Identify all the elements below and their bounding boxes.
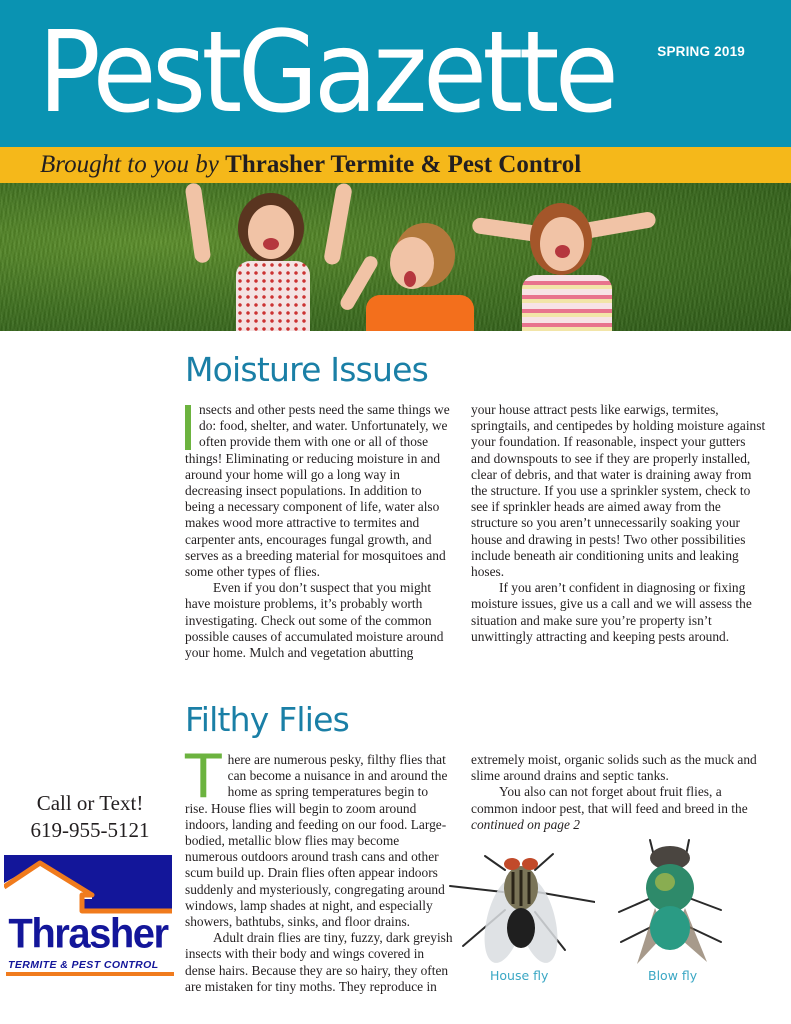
newsletter-title: PestGazette xyxy=(38,8,615,138)
issue-label: SPRING 2019 xyxy=(657,44,745,59)
dropcap-letter: T xyxy=(185,742,222,812)
byline-intro: Brought to you by xyxy=(40,151,219,178)
dropcap-bar xyxy=(185,405,191,450)
house-roof-icon xyxy=(4,855,172,915)
article-title-moisture: Moisture Issues xyxy=(185,350,429,389)
byline xyxy=(40,150,581,180)
house-fly-image xyxy=(445,840,595,965)
phone-number[interactable]: 619-955-5121 xyxy=(30,818,150,842)
byline-company: Thrasher Termite & Pest Control xyxy=(225,151,582,178)
paragraph: here are numerous pesky, filthy flies that can become a nuisance in and around the home as spring temperatures begin to rise. House flies will begin to zoom around indoors, landing and feeding on our food. Large-bodied, metallic blow flies may become numerous outdoors around trash cans and other scum build up. Drain flies often appear indoors suddenly and mysteriously, congregating around windows, lamp shades at night, and especially showers, bathtubs, sinks, and floor drains. xyxy=(185,752,448,930)
byline-bar xyxy=(0,147,791,183)
article-moisture-column-1 xyxy=(185,402,453,661)
article-flies-column-1 xyxy=(185,742,453,995)
house-fly-caption: House fly xyxy=(490,968,549,983)
paragraph: If you aren’t confident in diagnosing or fixing moisture issues, give us a call and we will assess the situation and make sure you’re property isn’t unwittingly attracting and keeping pests around. xyxy=(471,580,752,644)
paragraph: You also can not forget about fruit flies, a common indoor pest, that will feed and breed in the xyxy=(471,784,748,816)
paragraph: Even if you don’t suspect that you might have moisture problems, it’s probably worth investigating. Check out some of the common possible causes of accumulated moisture around your home. Mulch and vegetation abutting xyxy=(185,580,444,661)
article-flies-column-2 xyxy=(471,752,767,833)
logo-underline xyxy=(6,972,174,976)
company-logo xyxy=(4,855,172,980)
masthead xyxy=(0,0,791,147)
article-title-flies: Filthy Flies xyxy=(185,700,350,739)
hero-photo xyxy=(0,183,791,331)
paragraph: extremely moist, organic solids such as the muck and slime around drains and septic tanks. xyxy=(471,752,757,784)
article-moisture-column-2 xyxy=(471,402,767,645)
paragraph: your house attract pests like earwigs, termites, springtails, and centipedes by holding moisture against your foundation. If reasonable, inspect your gutters and downspouts to see if they are properly installed, clear of debris, and that water is draining away from the structure. If you use a sprinkler system, check to see if sprinkler heads are aimed away from the structure so you aren’t unnecessarily soaking your house and drawing in pests! Two other possibilities include beneath air conditioning units and leaking hoses. xyxy=(471,402,766,580)
child-figure xyxy=(190,183,340,331)
logo-name: Thrasher xyxy=(8,910,168,958)
paragraph: Adult drain flies are tiny, fuzzy, dark greyish insects with their body and wings covered in dense hairs. Because they are so hairy, they often are mistaken for tiny moths. They reproduce in xyxy=(185,930,453,994)
contact-block xyxy=(0,790,180,844)
blow-fly-image xyxy=(615,838,725,966)
blow-fly-caption: Blow fly xyxy=(648,968,698,983)
logo-tagline: TERMITE & PEST CONTROL xyxy=(8,959,159,971)
continued-note: continued on page 2 xyxy=(471,816,580,832)
child-figure xyxy=(470,203,660,331)
paragraph: nsects and other pests need the same things we do: food, shelter, and water. Unfortunately, we often provide them with one or all of those things! Eliminating or reducing moisture in and around your home will go a long way in decreasing insect populations. In addition to being a necessary component of life, water also makes wood more attractive to termites and carpenter ants, encourages fungal growth, and serves as a breeding material for mosquitoes and some other types of flies. xyxy=(185,402,450,580)
call-prompt: Call or Text! xyxy=(36,791,144,815)
